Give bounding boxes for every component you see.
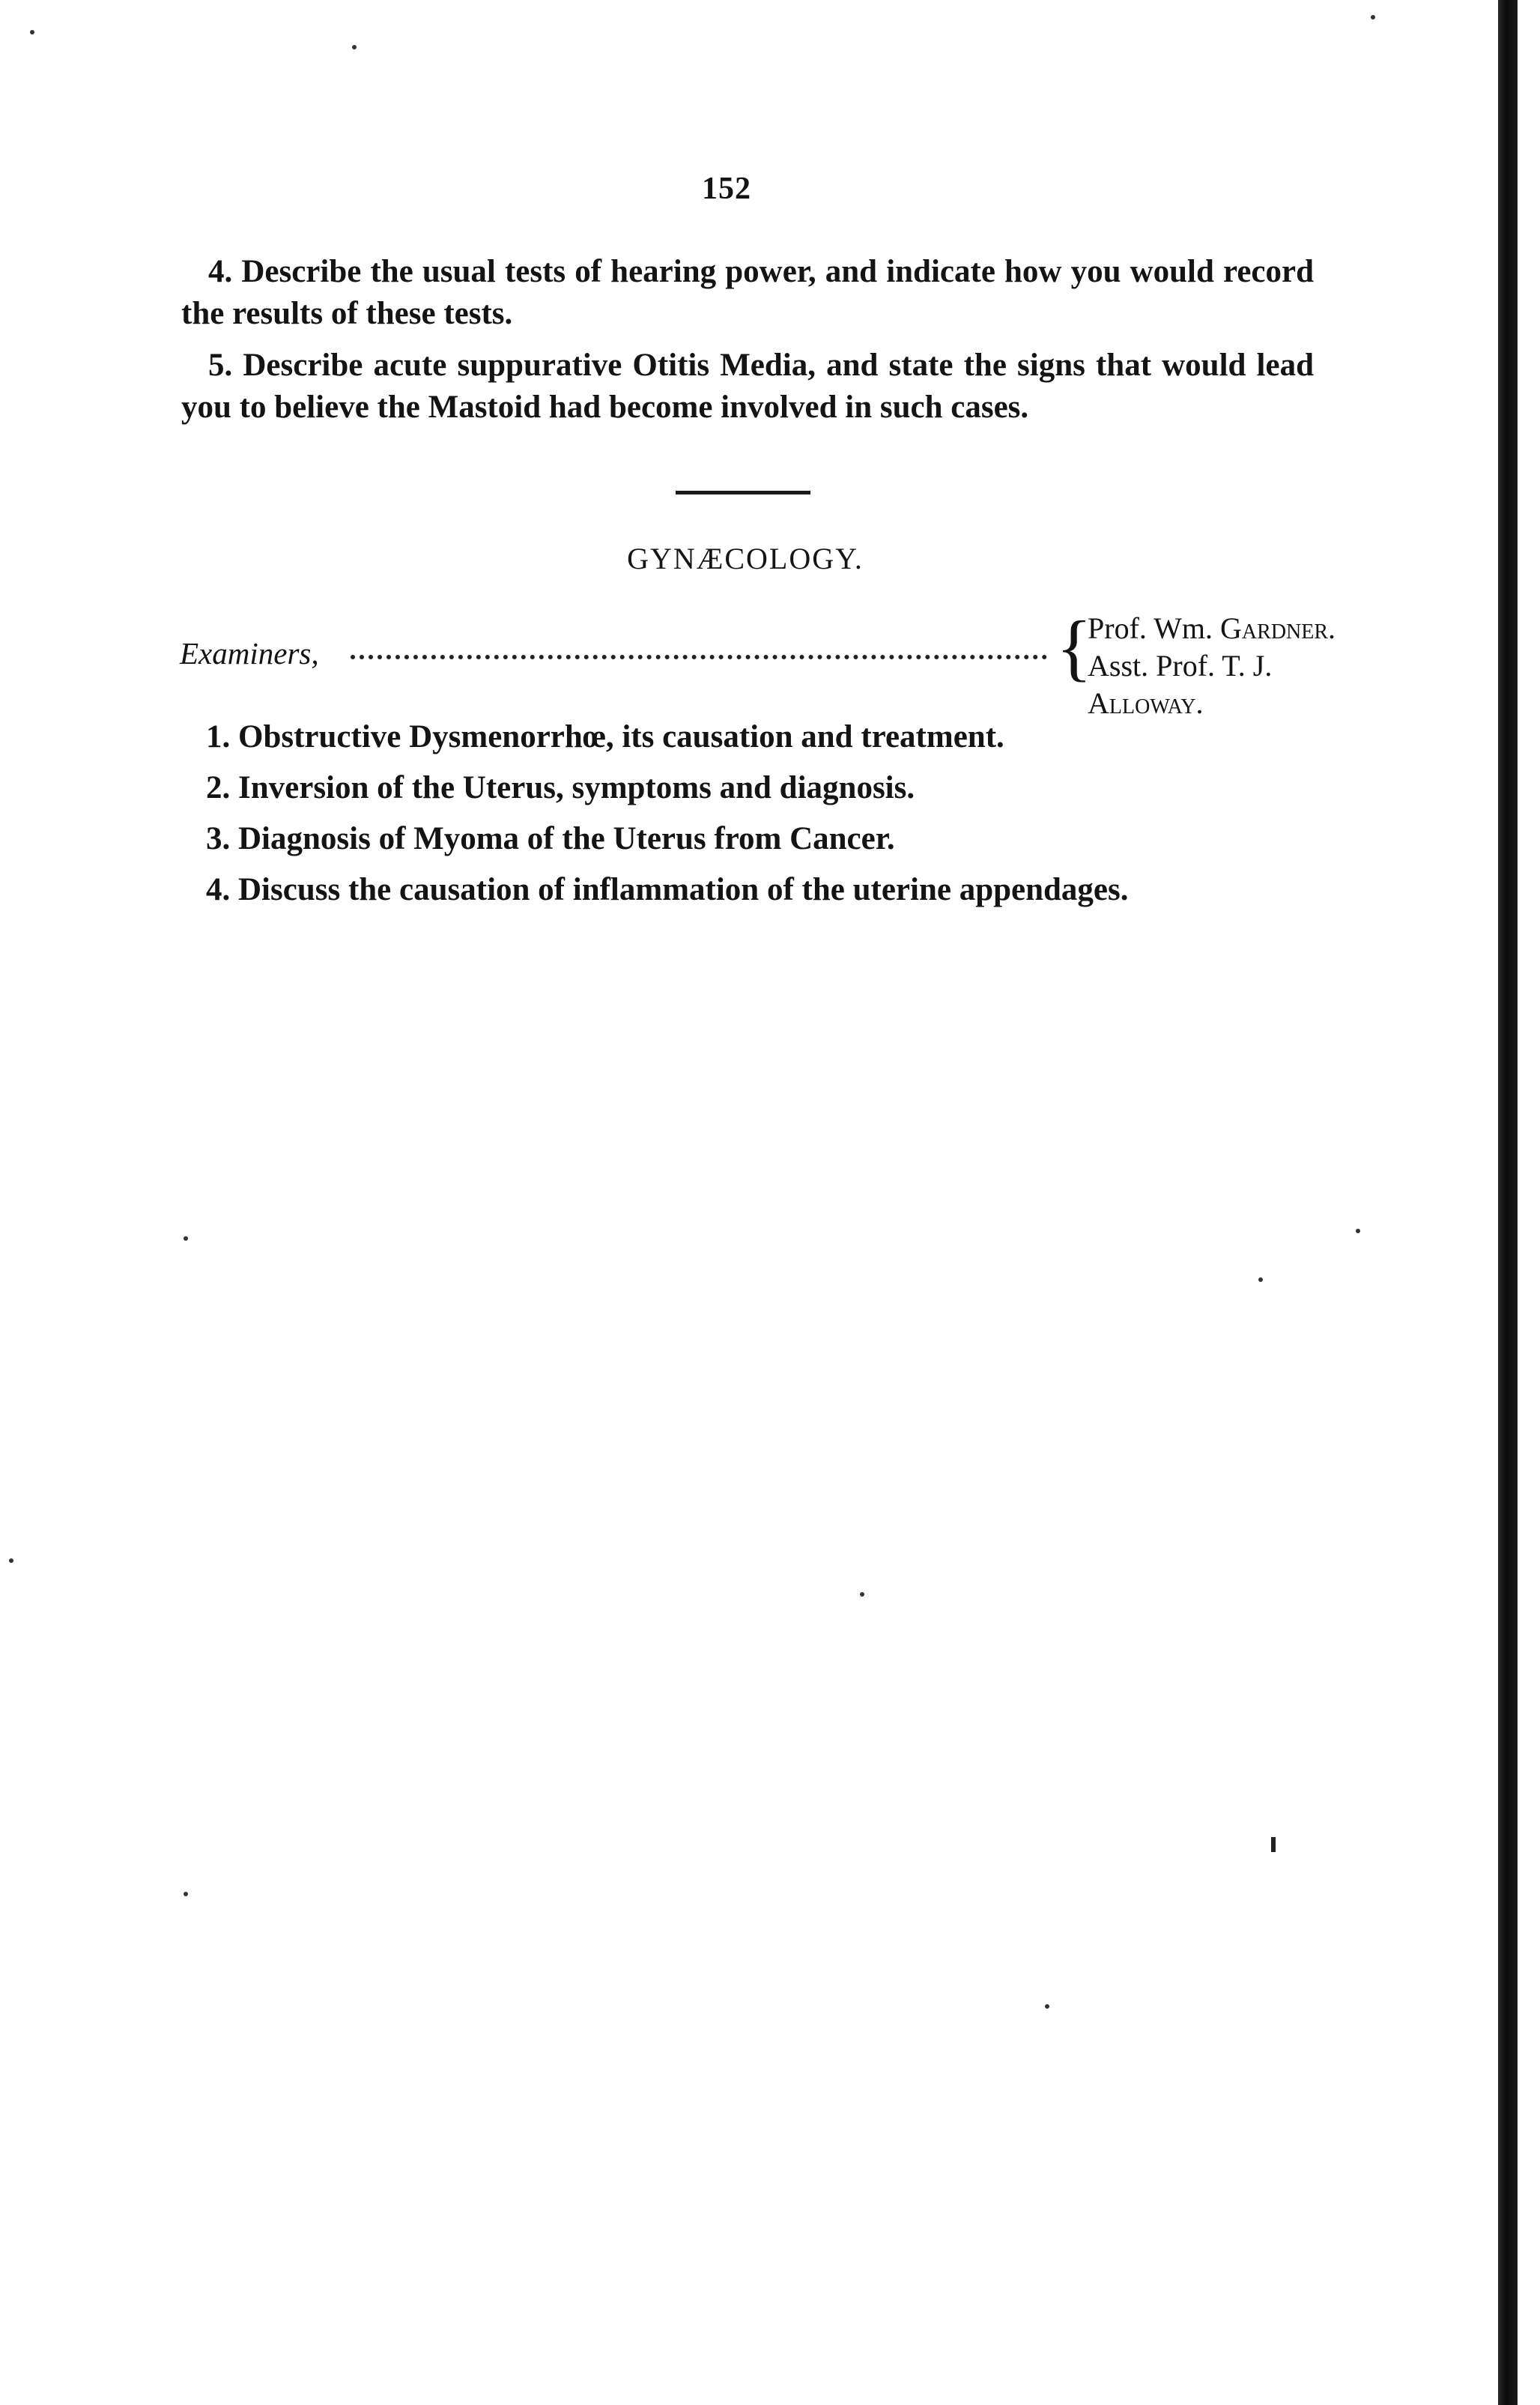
scan-speck bbox=[860, 1592, 864, 1597]
examiner-1 bbox=[1088, 610, 1348, 647]
list-item: 3. Diagnosis of Myoma of the Uterus from Cancer. bbox=[206, 821, 895, 856]
dot-leader bbox=[351, 647, 1047, 659]
question-4: 4. Describe the usual tests of hearing power, and indicate how you would record the results of these tests. bbox=[181, 254, 1314, 331]
scan-mark bbox=[1271, 1837, 1276, 1852]
examiner-names bbox=[1088, 610, 1348, 722]
scan-speck bbox=[30, 30, 34, 34]
gynaecology-questions bbox=[206, 712, 1345, 916]
list-item: 2. Inversion of the Uterus, symptoms and diagnosis. bbox=[206, 770, 915, 805]
scan-speck bbox=[184, 1236, 188, 1241]
section-divider bbox=[676, 491, 810, 494]
list-item: 4. Discuss the causation of inflammation of the uterine appendages. bbox=[206, 872, 1129, 907]
examiners-block bbox=[180, 605, 1348, 720]
page-edge-shadow bbox=[1498, 0, 1518, 2405]
section-title: GYNÆCOLOGY. bbox=[627, 542, 864, 575]
page-number: 152 bbox=[702, 172, 751, 206]
scan-speck bbox=[1356, 1229, 1360, 1233]
examiners-label: Examiners, bbox=[180, 636, 319, 671]
scan-speck bbox=[1045, 2004, 1049, 2009]
scan-speck bbox=[1371, 15, 1375, 19]
examiner-2-title: Asst. Prof. T. J. bbox=[1088, 649, 1273, 683]
list-item: 1. Obstructive Dysmenorrhœ, its causation and treatment. bbox=[206, 719, 1004, 754]
examiner-1-title: Prof. Wm. bbox=[1088, 611, 1221, 645]
question-5: 5. Describe acute suppurative Otitis Media, and state the signs that would lead you to believe the Mastoid had become involved in such cases. bbox=[181, 348, 1314, 425]
brace-icon: { bbox=[1056, 605, 1092, 689]
scan-speck bbox=[1258, 1277, 1263, 1282]
examiner-2 bbox=[1088, 647, 1348, 722]
scan-speck bbox=[352, 45, 357, 49]
examiner-1-name: Gardner. bbox=[1220, 611, 1336, 645]
scan-speck bbox=[184, 1892, 188, 1896]
examiner-2-name: Alloway. bbox=[1088, 686, 1204, 720]
scan-speck bbox=[9, 1558, 13, 1563]
